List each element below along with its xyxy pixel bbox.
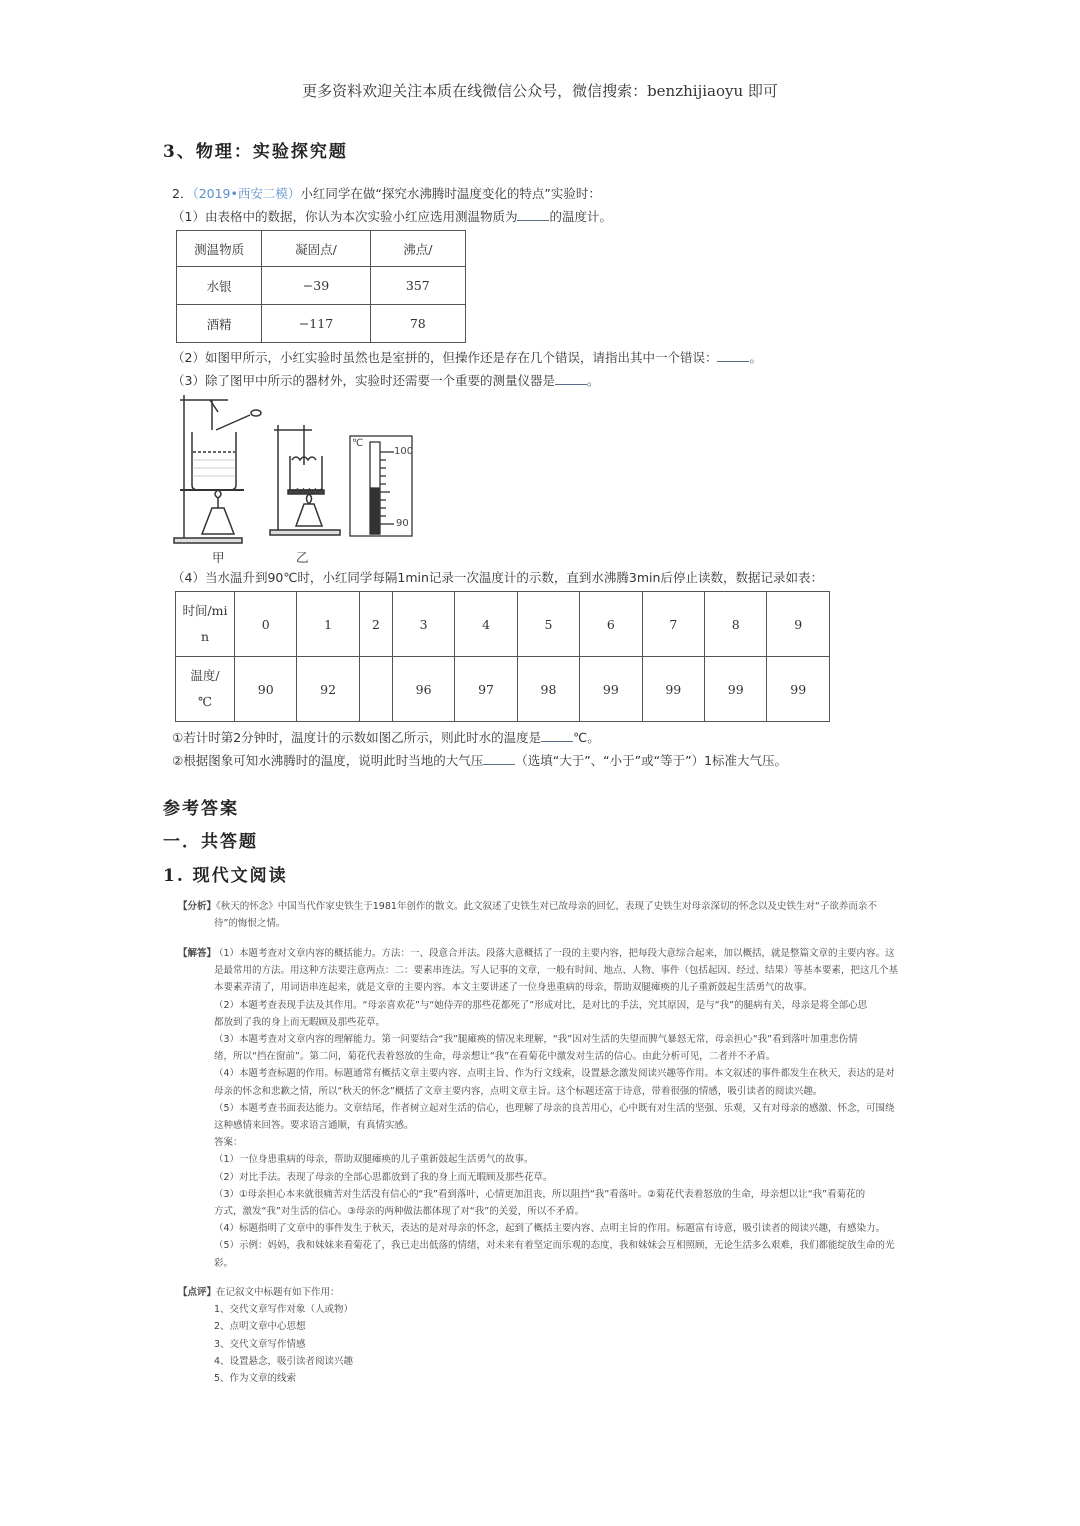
comment-item: 1、交代文章写作对象（人或物）: [214, 1304, 354, 1316]
answer-blank: [717, 349, 749, 362]
time-row-label: 时间/mi n: [176, 592, 235, 657]
apparatus-figure: [172, 390, 422, 566]
solution-line: （2）对比手法。表现了母亲的全部心思都放到了我的身上而无暇顾及那些花草。: [214, 1171, 553, 1183]
question-source: （2019•西安二模）: [192, 186, 301, 201]
solution-line: （1）本题考查对文章内容的概括能力。方法：一、段意合并法。段落大意概括了一段的主要内容，把每段大意综合起来，加以概括，就是整篇文章的主要内容。这: [214, 948, 895, 959]
table-cell: 357: [370, 267, 465, 305]
comment-item: 5、作为文章的线索: [214, 1373, 297, 1385]
solution-line: （5）本题考查书面表达能力。文章结尾，作者树立起对生活的信心，也理解了母亲的良苦用心，心中既有对生活的坚强、乐观，又有对母亲的感激、怀念，可围绕: [214, 1102, 895, 1114]
temperature-cell: 99: [642, 657, 704, 722]
temperature-cell: 90: [235, 657, 297, 722]
figure-label-jia: 甲: [212, 550, 225, 565]
answer-blank: [517, 208, 549, 221]
question-stem: [172, 184, 601, 202]
analysis-block: 【分析】《秋天的怀念》中国当代作家史铁生于1981年创作的散文。此文叙述了史铁生对已故母亲的回忆，表现了史铁生对母亲深切的怀念以及史铁生对“子欲养而亲不 待”的悔恨之情。: [178, 901, 877, 930]
solution-line: （1）一位身患重病的母亲，帮助双腿瘫痪的儿子重新鼓起生活勇气的故事。: [214, 1154, 534, 1166]
comment-tag: 【点评】: [178, 1287, 217, 1298]
subsection-title: 1. 现代文阅读: [163, 866, 288, 886]
analysis-tag: 【分析】: [178, 901, 217, 912]
solution-line: 都放到了我的身上而无暇顾及那些花草。: [214, 1016, 386, 1028]
solution-block: [178, 945, 908, 1272]
comment-block: 【点评】在记叙文中标题有如下作用： 1、交代文章写作对象（人或物） 2、点明文章中心思想 3、交代文章写作情感 4、设置悬念，吸引读者阅读兴趣 5、作为文章的线索: [178, 1284, 908, 1387]
solution-lines: [178, 945, 908, 1272]
temperature-time-table: [175, 591, 830, 722]
question-number: 2．: [172, 186, 193, 201]
table-header: 凝固点/: [262, 231, 370, 267]
sub-question-4: （4）当水温升到90℃时，小红同学每隔1min记录一次温度计的示数，直到水沸腾3min后停止读数，数据记录如表：: [172, 570, 823, 585]
solution-line: 是最常用的方法。用这种方法要注意两点：二：要素串连法。写人记事的文章，一般有时间、地点、人物、事件（包括起因、经过、结果）等基本要素，把这几个基: [214, 965, 899, 977]
time-cell: 4: [455, 592, 517, 657]
time-cell: 8: [705, 592, 767, 657]
solution-line: 这种感情来回答。要求语言通顺，有真情实感。: [214, 1120, 414, 1132]
solution-line: 彩。: [214, 1257, 234, 1269]
temperature-cell: 99: [705, 657, 767, 722]
time-cell: 6: [580, 592, 642, 657]
table-header: 测温物质: [177, 231, 262, 267]
setup-jia: [174, 395, 261, 543]
header-note: 更多资料欢迎关注本质在线微信公众号，微信搜索：benzhijiaoyu 即可: [302, 82, 778, 100]
section-3-title: 3、物理：实验探究题: [163, 142, 348, 162]
thermometer-label-90: 90: [396, 518, 409, 529]
table-cell: −39: [262, 267, 370, 305]
section-1-title: 一．共答题: [163, 832, 258, 852]
table-cell: 酒精: [177, 305, 262, 343]
setup-yi: [270, 425, 340, 535]
temperature-cell: 99: [580, 657, 642, 722]
answer-blank: [483, 752, 515, 765]
freezing-boiling-table: [176, 230, 466, 343]
temperature-cell: 98: [517, 657, 579, 722]
answer-blank: [555, 372, 587, 385]
temperature-cell: 92: [297, 657, 359, 722]
sub-question-4-1: ①若计时第2分钟时，温度计的示数如图乙所示，则此时水的温度是 ℃。: [172, 730, 600, 745]
comment-item: 4、设置悬念，吸引读者阅读兴趣: [214, 1355, 354, 1367]
time-cell: 1: [297, 592, 359, 657]
solution-line: 方式，激发“我”对生活的信心。③母亲的两种做法都体现了对“我”的关爱，所以不矛盾。: [214, 1206, 585, 1218]
time-cell: 2: [359, 592, 392, 657]
sub-question-2: （2）如图甲所示，小红实验时虽然也是室拼的，但操作还是存在几个错误，请指出其中一个错误： 。: [172, 350, 762, 365]
solution-line: （3）①母亲担心本来就很痛苦对生活没有信心的“我”看到落叶，心情更加沮丧，所以阻挡“我”看落叶。②菊花代表着怒放的生命，母亲想以让“我”看菊花的: [214, 1188, 866, 1200]
solution-line: （4）标题指明了文章中的事件发生于秋天，表达的是对母亲的怀念，起到了概括主要内容、点明主旨的作用。标题富有诗意，吸引读者的阅读兴趣，有感染力。: [214, 1223, 886, 1235]
table-cell: −117: [262, 305, 370, 343]
solution-line: （5）示例：妈妈，我和妹妹来看菊花了，我已走出低落的情绪，对未来有着坚定而乐观的态度，我和妹妹会互相照顾，无论生活多么艰难，我们都能绽放生命的光: [214, 1240, 895, 1252]
sub-question-4-2: ②根据图象可知水沸腾时的温度，说明此时当地的大气压 （选填“大于”、“小于”或“等于”）1标准大气压。: [172, 753, 788, 768]
temperature-cell: [359, 657, 392, 722]
time-cell: 7: [642, 592, 704, 657]
solution-line: 母亲的怀念和悲歉之情，所以“秋天的怀念”概括了文章主要内容，点明文章主旨。这个标题还富于诗意，带着很强的情感，吸引读者的阅读兴趣。: [214, 1085, 823, 1097]
comment-items: [178, 1301, 908, 1387]
temperature-row-label: 温度/ ℃: [176, 657, 235, 722]
table-header: 沸点/: [370, 231, 465, 267]
solution-line: （3）本题考查对文章内容的理解能力。第一问要结合“我”腿瘫痪的情况来理解，“我”因对生活的失望而脾气暴怒无常，母亲担心“我”看到落叶加重悲伤情: [214, 1034, 858, 1046]
solution-line: 绪，所以“挡在窗前”。第二问，菊花代表着怒放的生命，母亲想让“我”在看菊花中激发对生活的信心。由此分析可见，二者并不矛盾。: [214, 1051, 776, 1063]
temperature-cell: 96: [392, 657, 454, 722]
solution-line: 答案：: [214, 1137, 243, 1149]
comment-item: 3、交代文章写作情感: [214, 1338, 306, 1350]
figure-label-yi: 乙: [296, 550, 309, 565]
reference-answer-title: 参考答案: [163, 799, 239, 819]
temperature-cell: 97: [455, 657, 517, 722]
question-stem-text: 小红同学在做“探究水沸腾时温度变化的特点”实验时：: [300, 186, 601, 201]
time-cell: 3: [392, 592, 454, 657]
solution-tag: 【解答】: [178, 948, 217, 959]
table-cell: 78: [370, 305, 465, 343]
time-cell: 5: [517, 592, 579, 657]
table-cell: 水银: [177, 267, 262, 305]
solution-line: （4）本题考查标题的作用。标题通常有概括文章主要内容、点明主旨、作为行文线索，设置悬念激发阅读兴趣等作用。本文叙述的事件都发生在秋天，表达的是对: [214, 1068, 895, 1080]
sub-question-1: （1）由表格中的数据，你认为本次实验小红应选用测温物质为 的温度计。: [172, 209, 612, 224]
solution-line: 本要素弄清了，用词语串连起来，就是文章的主要内容。本文主要讲述了一位身患重病的母亲，帮助双腿瘫痪的儿子重新鼓起生活勇气的故事。: [214, 982, 813, 994]
sub-question-3: （3）除了图甲中所示的器材外，实验时还需要一个重要的测量仪器是 。: [172, 373, 600, 388]
time-cell: 9: [767, 592, 830, 657]
temperature-cell: 99: [767, 657, 830, 722]
thermometer-unit: ℃: [352, 438, 364, 449]
solution-line: （2）本题考查表现手法及其作用。“母亲喜欢花”与“她侍弄的那些花都死了”形成对比，是对比的手法，究其原因，是与“我”的腿病有关，母亲是将全部心思: [214, 999, 868, 1011]
thermometer-label-100: 100: [394, 446, 414, 457]
comment-item: 2、点明文章中心思想: [214, 1321, 306, 1333]
time-cell: 0: [235, 592, 297, 657]
answer-blank: [541, 729, 573, 742]
